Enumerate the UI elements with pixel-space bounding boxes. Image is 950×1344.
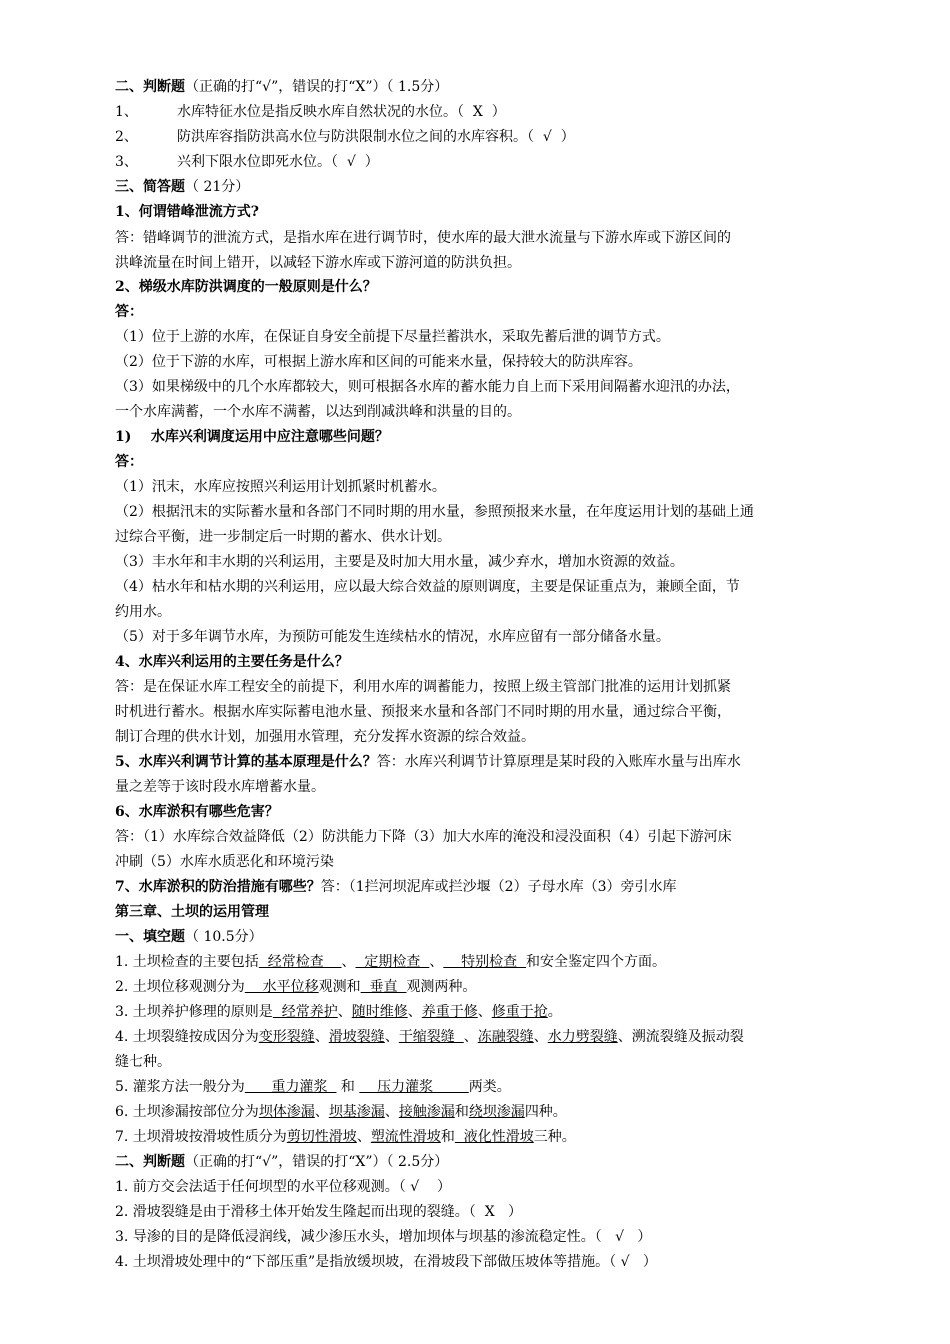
fill-item: 4. 土坝裂缝按成因分为变形裂缝、滑坡裂缝、干缩裂缝 、冻融裂缝、水力劈裂缝、溯流裂缝及振动裂 <box>115 1029 744 1045</box>
answer-line: （5）对于多年调节水库，为预防可能发生连续枯水的情况，水库应留有一部分储备水量。 <box>115 629 670 645</box>
question-title: 1、何谓错峰泄流方式? <box>115 204 259 220</box>
judge-item: 2. 滑坡裂缝是由于滑移土体开始发生隆起而出现的裂缝。（ X ） <box>115 1204 523 1220</box>
item-text: 兴利下限水位即死水位。（ √ ） <box>177 154 379 170</box>
answer-line: （1）位于上游的水库，在保证自身安全前提下尽量拦蓄洪水，采取先蓄后泄的调节方式。 <box>115 329 670 345</box>
item-number: 3、 <box>115 154 138 170</box>
fill-answer: 经常检查 <box>258 954 342 970</box>
fill-answer: 坝体渗漏 <box>258 1104 315 1120</box>
heading-note: （ 21分） <box>185 179 250 195</box>
fill-answer: 随时维修 <box>351 1004 408 1020</box>
answer-line: 洪峰流量在时间上错开，以减轻下游水库或下游河道的防洪负担。 <box>115 255 521 271</box>
fill-answer: 变形裂缝 <box>258 1029 315 1045</box>
fill-answer: 剪切性滑坡 <box>286 1129 357 1145</box>
judge-item <box>115 126 575 148</box>
fill-item: 5. 灌浆方法一般分为 重力灌浆 和 压力灌浆 两类。 <box>115 1079 511 1095</box>
fill-answer: 修重于抢 <box>491 1004 548 1020</box>
answer-line: （2）位于下游的水库，可根据上游水库和区间的可能来水量，保持较大的防洪库容。 <box>115 354 642 370</box>
heading-note: （ 10.5分） <box>185 929 263 945</box>
fill-item: 6. 土坝渗漏按部位分为坝体渗漏、坝基渗漏、接触渗漏和绕坝渗漏四种。 <box>115 1104 567 1120</box>
judge-item <box>115 151 379 173</box>
item-text: 水库特征水位是指反映水库自然状况的水位。（ X ） <box>177 104 506 120</box>
question-title: 6、水库淤积有哪些危害？ <box>115 804 279 820</box>
answer-line: （2）根据汛末的实际蓄水量和各部门不同时期的用水量，参照预报来水量，在年度运用计划的基础上通 <box>115 504 754 520</box>
answer-line: （3）如果梯级中的几个水库都较大，则可根据各水库的蓄水能力自上而下采用间隔蓄水迎汛的办法， <box>115 379 740 395</box>
heading-title: 二、判断题 <box>115 1154 185 1170</box>
fill-answer: 养重于修 <box>421 1004 478 1020</box>
question-line <box>115 751 741 773</box>
heading-note: （正确的打“√”，错误的打“X”）（ 2.5分） <box>185 1154 449 1170</box>
section-heading <box>115 76 448 98</box>
question-title: 7、水库淤积的防治措施有哪些？ <box>115 879 321 895</box>
fill-answer: 经常养护 <box>272 1004 338 1020</box>
section-heading <box>115 1151 448 1173</box>
answer-text: 答：（1拦河坝泥库或拦沙堰（2）子母水库（3）旁引水库 <box>320 879 677 895</box>
question-title: 2、梯级水库防洪调度的一般原则是什么？ <box>115 279 377 295</box>
section-heading <box>115 176 249 198</box>
answer-line: 答：（1）水库综合效益降低（2）防洪能力下降（3）加大水库的淹没和浸没面积（4）引起下游河床 <box>115 829 732 845</box>
answer-line: 过综合平衡，进一步制定后一时期的蓄水、供水计划。 <box>115 529 451 545</box>
answer-line: 约用水。 <box>115 604 171 620</box>
question-line <box>115 876 676 898</box>
fill-item: 2. 土坝位移观测分为 水平位移观测和 垂直 观测两种。 <box>115 979 477 995</box>
answer-line: 制订合理的供水计划，加强用水管理，充分发挥水资源的综合效益。 <box>115 729 535 745</box>
judge-item <box>115 101 506 123</box>
judge-item: 3. 导渗的目的是降低浸润线，减少渗压水头，增加坝体与坝基的渗流稳定性。（ √ ） <box>115 1229 652 1245</box>
answer-line: （3）丰水年和丰水期的兴利运用，主要是及时加大用水量，减少弃水，增加水资源的效益。 <box>115 554 684 570</box>
judge-item: 4. 土坝滑坡处理中的“下部压重”是指放缓坝坡，在滑坡段下部做压坡体等措施。（ √ ） <box>115 1254 657 1270</box>
heading-title: 二、判断题 <box>115 79 185 95</box>
judge-item: 1. 前方交会法适于任何坝型的水平位移观测。（ √ ） <box>115 1179 451 1195</box>
fill-answer: 水力劈裂缝 <box>547 1029 618 1045</box>
fill-answer: 重力灌浆 <box>244 1079 337 1095</box>
fill-answer: 冻融裂缝 <box>477 1029 534 1045</box>
question-title: 5、水库兴利调节计算的基本原理是什么？ <box>115 754 377 770</box>
fill-answer: 垂直 <box>360 979 407 995</box>
fill-answer: 坝基渗漏 <box>328 1104 385 1120</box>
question-title: 1) 水库兴利调度运用中应注意哪些问题？ <box>115 429 389 445</box>
fill-answer: 液化性滑坡 <box>454 1129 534 1145</box>
fill-item: 1. 土坝检查的主要包括 经常检查 、 定期检查 、 特别检查 和安全鉴定四个方面。 <box>115 954 667 970</box>
item-text: 防洪库容指防洪高水位与防洪限制水位之间的水库容积。（ √ ） <box>177 129 575 145</box>
answer-line: 答：错峰调节的泄流方式，是指水库在进行调节时，使水库的最大泄水流量与下游水库或下游区间的 <box>115 230 731 246</box>
fill-answer: 定期检查 <box>355 954 430 970</box>
answer-label: 答： <box>115 454 143 470</box>
fill-item-continuation: 缝七种。 <box>115 1054 171 1070</box>
heading-note: （正确的打“√”，错误的打“X”）（ 1.5分） <box>185 79 449 95</box>
answer-line: （1）汛末，水库应按照兴利运用计划抓紧时机蓄水。 <box>115 479 446 495</box>
answer-line: 量之差等于该时段水库增蓄水量。 <box>115 779 325 795</box>
fill-answer: 滑坡裂缝 <box>328 1029 385 1045</box>
fill-answer: 特别检查 <box>443 954 527 970</box>
fill-answer: 塑流性滑坡 <box>370 1129 441 1145</box>
section-heading <box>115 926 263 948</box>
item-number: 1、 <box>115 104 138 120</box>
answer-label: 答： <box>115 304 143 320</box>
heading-title: 三、简答题 <box>115 179 185 195</box>
answer-line: 冲刷（5）水库水质恶化和环境污染 <box>115 854 334 870</box>
fill-answer: 干缩裂缝 <box>398 1029 464 1045</box>
answer-line: （4）枯水年和枯水期的兴利运用，应以最大综合效益的原则调度，主要是保证重点为，兼顾全面，节 <box>115 579 740 595</box>
fill-item: 7. 土坝滑坡按滑坡性质分为剪切性滑坡、塑流性滑坡和 液化性滑坡三种。 <box>115 1129 576 1145</box>
chapter-title: 第三章、土坝的运用管理 <box>115 904 269 920</box>
fill-answer: 绕坝渗漏 <box>468 1104 525 1120</box>
fill-item: 3. 土坝养护修理的原则是 经常养护、随时维修、养重于修、修重于抢。 <box>115 1004 562 1020</box>
heading-title: 一、填空题 <box>115 929 185 945</box>
answer-line: 一个水库满蓄，一个水库不满蓄，以达到削减洪峰和洪量的目的。 <box>115 404 521 420</box>
fill-answer: 压力灌浆 <box>359 1079 469 1095</box>
fill-answer: 接触渗漏 <box>398 1104 455 1120</box>
item-number: 2、 <box>115 129 138 145</box>
fill-answer: 水平位移 <box>244 979 319 995</box>
answer-text: 答：水库兴利调节计算原理是某时段的入账库水量与出库水 <box>376 754 741 770</box>
answer-line: 时机进行蓄水。根据水库实际蓄电池水量、预报来水量和各部门不同时期的用水量，通过综合平衡， <box>115 704 731 720</box>
answer-line: 答：是在保证水库工程安全的前提下，利用水库的调蓄能力，按照上级主管部门批准的运用计划抓紧 <box>115 679 731 695</box>
question-title: 4、水库兴利运用的主要任务是什么？ <box>115 654 349 670</box>
